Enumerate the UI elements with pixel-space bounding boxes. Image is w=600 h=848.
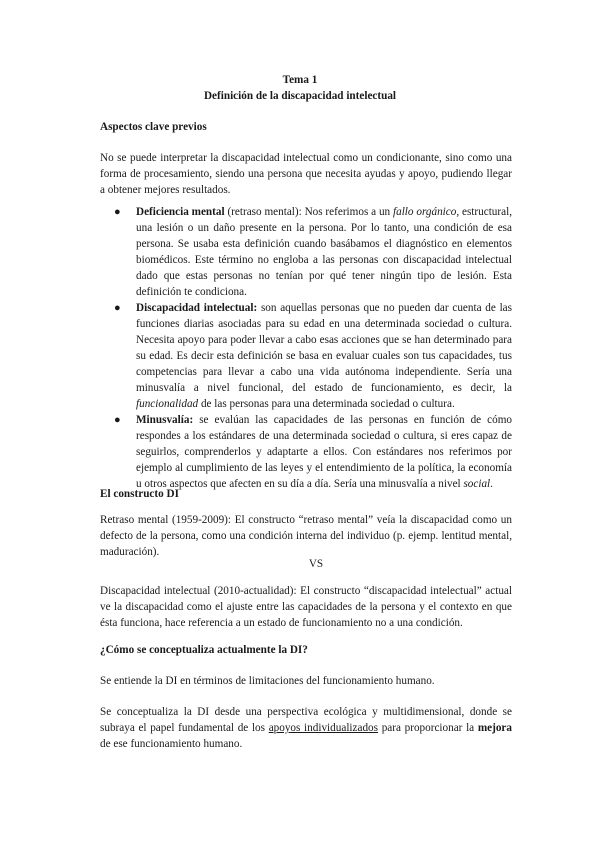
list-item-discapacidad xyxy=(100,300,512,412)
item-text: son aquellas personas que no pueden dar cuenta de las funciones diarias asociadas para su edad en una determinada sociedad o cultura. Necesita apoyo para poder llevar a cabo esas acciones que se han determinado para su edad. Es decir esta definición se basa en evaluar cuales son tus capacidades, tus competencias para llevar a cabo una vida autónoma independiente. Sería una minusvalía a nivel funcional, del estado de funcionamiento, es decir, la xyxy=(136,302,512,394)
conceptualiza-paragraph-1: Se entiende la DI en términos de limitaciones del funcionamiento humano. xyxy=(100,675,435,687)
term-discapacidad: Discapacidad intelectual: xyxy=(136,302,258,314)
bullet-icon: ● xyxy=(114,414,121,426)
term-minusvalia: Minusvalía: xyxy=(136,414,194,426)
item-text: de las personas para una determinada sociedad o cultura. xyxy=(198,398,455,410)
item-text: se evalúan las capacidades de las personas en función de cómo respondes a los estándares de una determinada sociedad o cultura, si eres capaz de seguirlos, comprenderlos y adaptarte a ellos. Con estándares nos referimos por ejemplo al cumplimiento de las leyes y el entendimiento de la política, la economía u otros aspectos que afecten en su día a día. Sería una minusvalía a nivel xyxy=(136,414,512,490)
item-text: (retraso mental): Nos referimos a un xyxy=(224,206,393,218)
term-deficiencia: Deficiencia mental xyxy=(136,206,225,218)
document-title-line1: Tema 1 xyxy=(282,74,318,86)
list-item-minusvalia xyxy=(100,412,512,492)
intro-paragraph: No se puede interpretar la discapacidad intelectual como un condicionante, sino como una forma de procesamiento, siendo una persona que necesita ayudas y apoyo, pudiendo llegar a obtener mejores resultados. xyxy=(100,152,512,196)
vs-label: VS xyxy=(308,558,324,570)
item-emphasis: fallo orgánico xyxy=(393,206,457,218)
p2-text: para proporcionar la xyxy=(378,722,478,734)
p2-bold: mejora xyxy=(477,722,512,734)
p2-text: de ese funcionamiento humano. xyxy=(100,738,243,750)
discapacidad-paragraph: Discapacidad intelectual (2010-actualidad): El constructo “discapacidad intelectual” actual ve la discapacidad como el ajuste entre las capacidades de la persona y el contexto en que ésta funciona, hace referencia a un estado de funcionamiento no a una condición. xyxy=(100,585,512,629)
item-text: , estructural, una lesión o un daño presente en la persona. Por lo tanto, una condición de esa persona. Se usaba esta definición cuando basábamos el diagnóstico en elementos biomédicos. Este término no engloba a las personas con discapacidad intelectual dado que estas personas no tenían por qué tener ningún tipo de lesión. Esta definición te condiciona. xyxy=(136,206,512,298)
section-heading-conceptualiza: ¿Cómo se conceptualiza actualmente la DI? xyxy=(100,644,308,656)
section-heading-aspectos: Aspectos clave previos xyxy=(100,121,207,133)
item-emphasis: social xyxy=(463,478,491,490)
list-item-deficiencia xyxy=(100,204,512,300)
bullet-icon: ● xyxy=(114,206,121,218)
bullet-icon: ● xyxy=(114,302,121,314)
conceptualiza-paragraph-2 xyxy=(100,704,512,752)
retraso-paragraph: Retraso mental (1959-2009): El constructo “retraso mental” veía la discapacidad como un defecto de la persona, como una condición interna del individuo (p. ejemp. lentitud mental, maduración). xyxy=(100,514,512,558)
document-title-line2: Definición de la discapacidad intelectual xyxy=(203,90,397,102)
p2-underlined: apoyos individualizados xyxy=(268,722,379,734)
item-text: . xyxy=(490,478,493,490)
definitions-list xyxy=(100,204,512,492)
p2-text: Se conceptualiza la DI desde una perspectiva ecológica y multidimensional, donde se subraya el papel fundamental de los xyxy=(100,706,512,734)
section-heading-constructo: El constructo DI xyxy=(100,488,179,500)
item-emphasis: funcionalidad xyxy=(136,398,199,410)
